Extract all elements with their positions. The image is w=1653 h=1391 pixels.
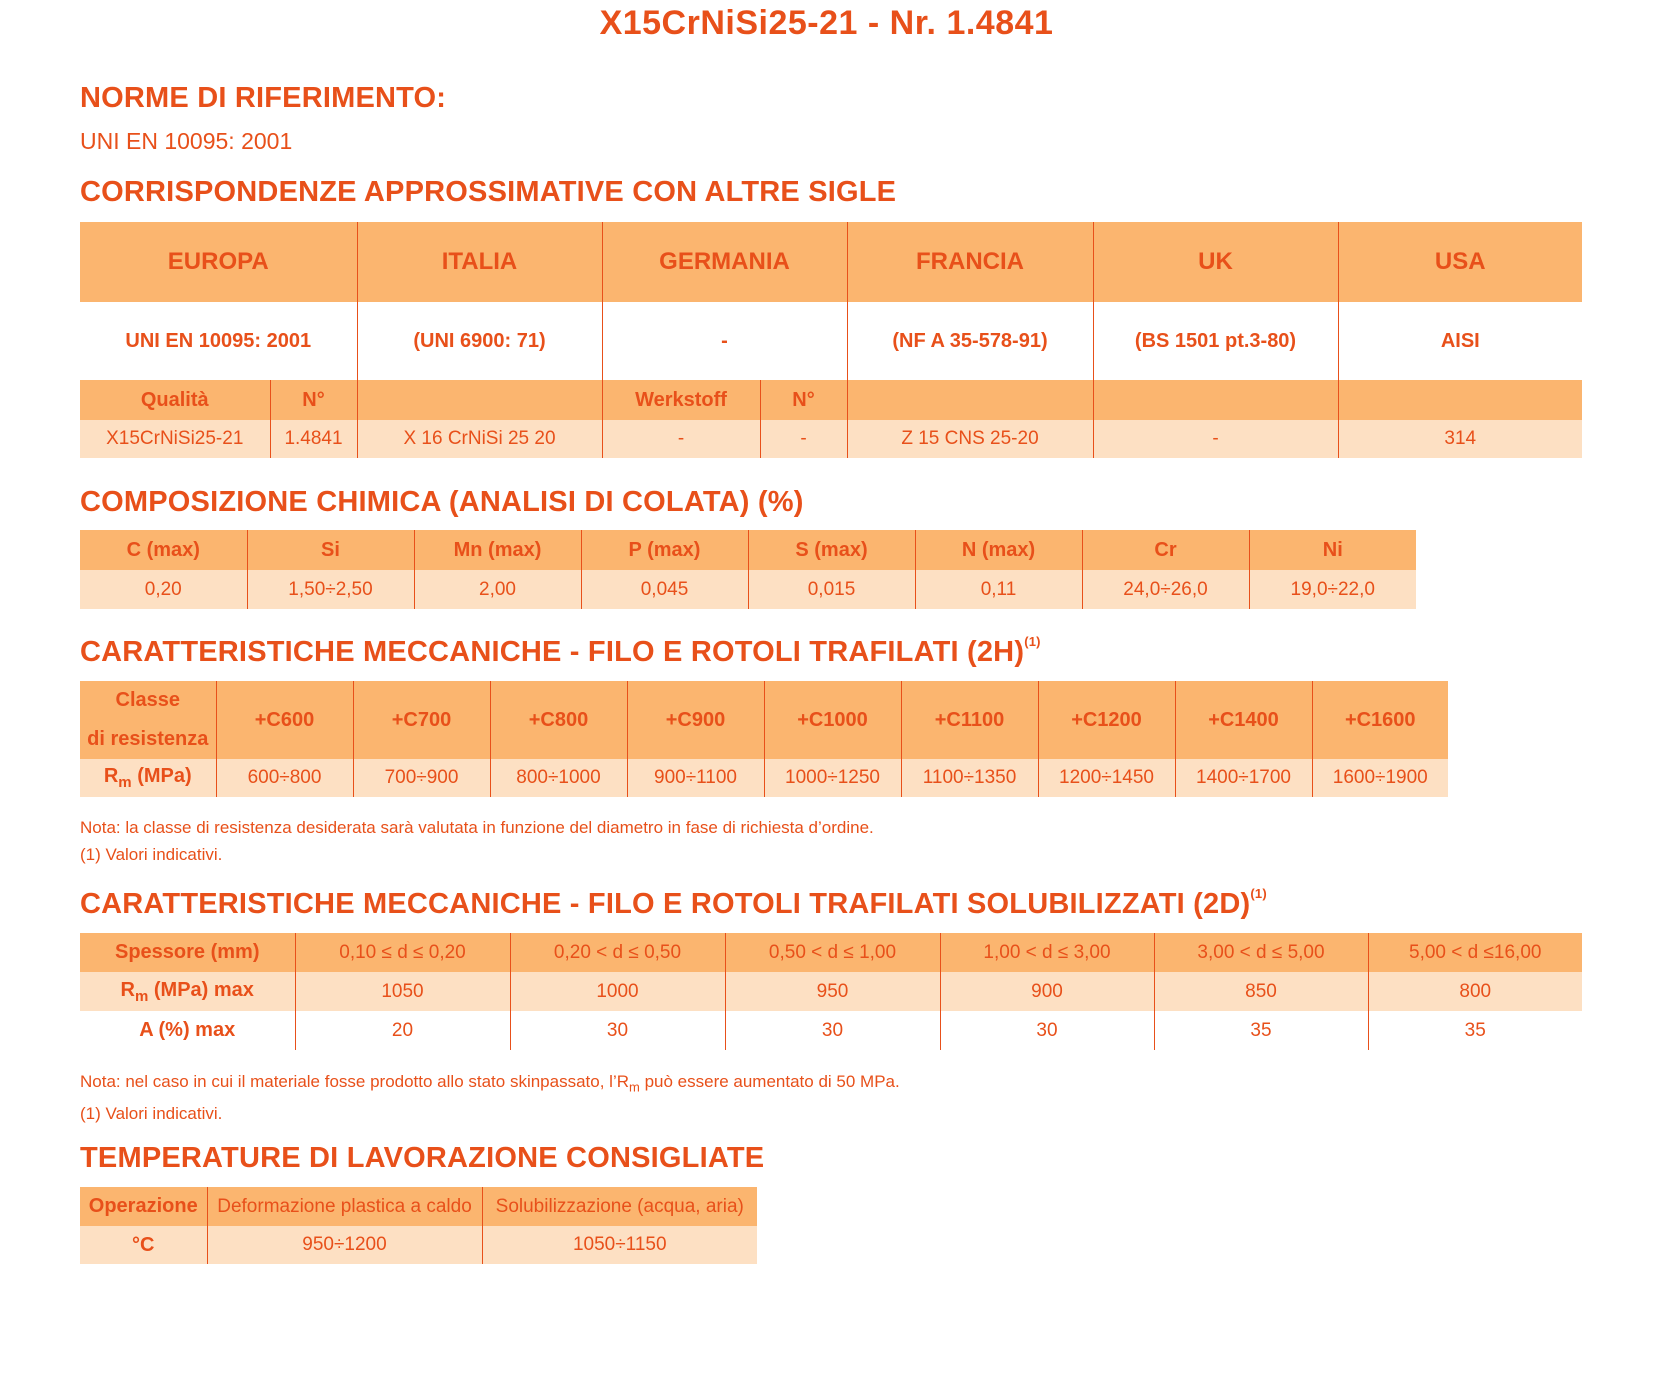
standard-cell: AISI — [1338, 302, 1582, 380]
country-header: ITALIA — [357, 222, 602, 302]
element-header: Ni — [1249, 530, 1416, 570]
class-header: +C1400 — [1175, 681, 1312, 759]
standard-cell: (UNI 6900: 71) — [357, 302, 602, 380]
standard-cell: UNI EN 10095: 2001 — [125, 329, 312, 352]
rm-max-value: 850 — [1154, 972, 1368, 1011]
mecc-2h-table — [80, 681, 1448, 797]
norme-value: UNI EN 10095: 2001 — [80, 128, 293, 154]
mecc-2d-heading: CARATTERISTICHE MECCANICHE - FILO E ROTOLI TRAFILATI SOLUBILIZZATI $(2D)^{(1)}$ — [80, 886, 1267, 920]
class-header: +C1100 — [901, 681, 1038, 759]
rm-value: 900÷1100 — [627, 759, 764, 797]
corrispondenze-table — [80, 222, 1582, 458]
page-title: X15CrNiSi25-21 - Nr. 1.4841 — [599, 4, 1054, 42]
element-header: P (max) — [581, 530, 748, 570]
spessore-value: 1,00 < d ≤ 3,00 — [940, 933, 1154, 972]
a-max-value: 20 — [295, 1011, 510, 1050]
element-value: 19,0÷22,0 — [1249, 570, 1416, 609]
rm-label: $R_m$ (MPa) — [103, 765, 192, 791]
element-value: 2,00 — [414, 570, 581, 609]
class-header: +C800 — [490, 681, 627, 759]
temperature-heading: TEMPERATURE DI LAVORAZIONE CONSIGLIATE — [80, 1142, 765, 1174]
empty-cell — [1338, 380, 1582, 420]
element-header: N (max) — [915, 530, 1082, 570]
operazione-value: Solubilizzazione (acqua, aria) — [482, 1187, 757, 1226]
element-value: 24,0÷26,0 — [1082, 570, 1249, 609]
rm-value: 1200÷1450 — [1038, 759, 1175, 797]
spessore-value: 5,00 < d ≤16,00 — [1368, 933, 1582, 972]
a-max-value: 35 — [1368, 1011, 1582, 1050]
a-max-value: 30 — [725, 1011, 940, 1050]
operazione-value: Deformazione plastica a caldo — [207, 1187, 482, 1226]
empty-cell — [1093, 380, 1338, 420]
norme-heading: NORME DI RIFERIMENTO: — [80, 82, 447, 114]
element-value: 0,11 — [915, 570, 1082, 609]
country-header: EUROPA — [167, 248, 269, 275]
country-header: USA — [1338, 222, 1582, 302]
rm-max-value: 900 — [940, 972, 1154, 1011]
temperature-value: 950÷1200 — [207, 1226, 482, 1264]
element-value: 0,015 — [748, 570, 915, 609]
a-max-value: 35 — [1154, 1011, 1368, 1050]
standard-cell: (NF A 35-578-91) — [847, 302, 1093, 380]
value-cell: - — [602, 420, 760, 458]
composizione-table — [80, 530, 1416, 609]
country-header: GERMANIA — [602, 222, 847, 302]
standard-cell: (BS 1501 pt.3-80) — [1093, 302, 1338, 380]
rm-value: 1100÷1350 — [901, 759, 1038, 797]
rm-value: 800÷1000 — [490, 759, 627, 797]
spessore-value: 0,10 ≤ d ≤ 0,20 — [295, 933, 510, 972]
spessore-label: Spessore (mm) — [115, 941, 260, 963]
temperature-value: 1050÷1150 — [482, 1226, 757, 1264]
class-header: +C900 — [627, 681, 764, 759]
element-value: 1,50÷2,50 — [247, 570, 414, 609]
rm-value: 1400÷1700 — [1175, 759, 1312, 797]
class-header: +C1000 — [764, 681, 901, 759]
country-header: FRANCIA — [847, 222, 1093, 302]
werkstoff-header: Werkstoff — [602, 380, 760, 420]
a-max-value: 30 — [940, 1011, 1154, 1050]
element-value: 0,20 — [144, 578, 182, 600]
class-header: +C700 — [353, 681, 490, 759]
a-max-value: 30 — [510, 1011, 725, 1050]
class-header: +C1200 — [1038, 681, 1175, 759]
element-header: Mn (max) — [414, 530, 581, 570]
empty-cell — [357, 380, 602, 420]
element-header: C (max) — [126, 538, 200, 561]
rm-max-value: 1050 — [295, 972, 510, 1011]
mecc-2h-heading: CARATTERISTICHE MECCANICHE - FILO E ROTOLI TRAFILATI $(2H)^{(1)}$ — [80, 634, 1041, 668]
spessore-value: 0,50 < d ≤ 1,00 — [725, 933, 940, 972]
spessore-value: 3,00 < d ≤ 5,00 — [1154, 933, 1368, 972]
value-cell: 1.4841 — [270, 420, 357, 458]
rm-value: 700÷900 — [353, 759, 490, 797]
rm-max-value: 1000 — [510, 972, 725, 1011]
country-header: UK — [1093, 222, 1338, 302]
temperature-table — [80, 1187, 757, 1264]
value-cell: - — [1093, 420, 1338, 458]
class-header: +C1600 — [1312, 681, 1448, 759]
value-cell: Z 15 CNS 25-20 — [847, 420, 1093, 458]
value-cell: X15CrNiSi25-21 — [106, 428, 244, 449]
rm-max-label: $R_m$ (MPa) max — [120, 978, 254, 1005]
value-cell: 314 — [1338, 420, 1582, 458]
element-value: 0,045 — [581, 570, 748, 609]
value-cell: - — [760, 420, 847, 458]
number-header: N° — [270, 380, 357, 420]
celsius-label: °C — [132, 1233, 155, 1256]
rm-value: 600÷800 — [216, 759, 353, 797]
element-header: Si — [247, 530, 414, 570]
spessore-value: 0,20 < d ≤ 0,50 — [510, 933, 725, 972]
a-max-label: A (%) max — [139, 1019, 236, 1041]
rm-value: 1000÷1250 — [764, 759, 901, 797]
empty-cell — [847, 380, 1093, 420]
element-header: Cr — [1082, 530, 1249, 570]
mecc-2d-note: Nota: nel caso in cui il materiale fosse prodotto allo stato skinpassato, $l’R_m$ può essere aumentato di 50 MPa. (1) Valori indicativi. — [80, 1072, 900, 1124]
qualita-header: Qualità — [140, 388, 209, 411]
corrispondenze-heading: CORRISPONDENZE APPROSSIMATIVE CON ALTRE SIGLE — [80, 176, 897, 208]
rm-value: 1600÷1900 — [1312, 759, 1448, 797]
number-header: N° — [760, 380, 847, 420]
mecc-2d-table — [80, 933, 1582, 1050]
rm-max-value: 950 — [725, 972, 940, 1011]
classe-label: Classe di resistenza — [87, 689, 209, 750]
class-header: +C600 — [216, 681, 353, 759]
composizione-heading: COMPOSIZIONE CHIMICA (ANALISI DI COLATA) (%) — [80, 486, 804, 518]
mecc-2h-note: Nota: la classe di resistenza desiderata sarà valutata in funzione del diametro in fase di richiesta d’ordine. (1) Valori indicativi. — [80, 818, 874, 864]
standard-cell: - — [602, 302, 847, 380]
value-cell: X 16 CrNiSi 25 20 — [357, 420, 602, 458]
operazione-label: Operazione — [88, 1195, 198, 1217]
rm-max-value: 800 — [1368, 972, 1582, 1011]
element-header: S (max) — [748, 530, 915, 570]
